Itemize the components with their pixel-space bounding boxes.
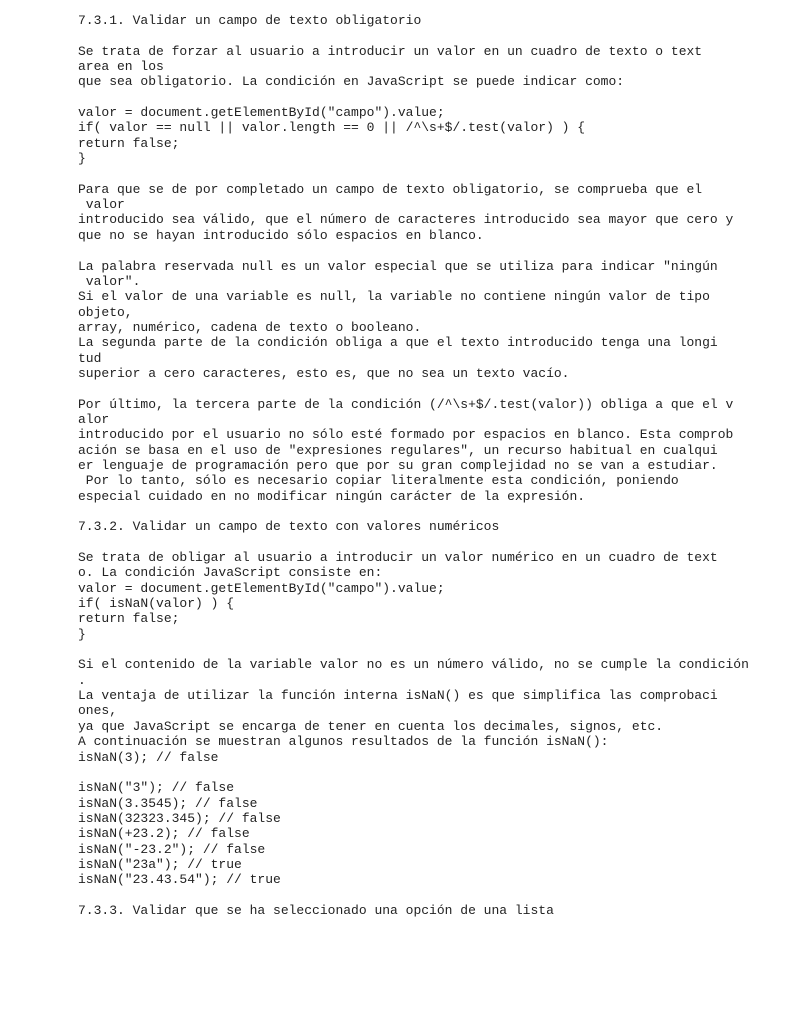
document-page xyxy=(78,13,778,934)
text-line: array, numérico, cadena de texto o booleano. xyxy=(78,319,422,335)
text-line: Para que se de por completado un campo de texto obligatorio, se comprueba que el xyxy=(78,181,703,197)
text-line: superior a cero caracteres, esto es, que no sea un texto vacío. xyxy=(78,365,570,381)
text-line: Por lo tanto, sólo es necesario copiar literalmente esta condición, poniendo xyxy=(78,473,679,489)
text-line: objeto, xyxy=(78,304,133,320)
text-line: isNaN(3.3545); // false xyxy=(78,795,258,811)
text-block xyxy=(78,105,778,166)
text-block xyxy=(78,519,778,534)
text-block xyxy=(78,397,778,504)
text-line: que no se hayan introducido sólo espacios en blanco. xyxy=(78,227,484,243)
text-block xyxy=(78,259,778,382)
text-line: er lenguaje de programación pero que por su gran complejidad no se van a estudiar. xyxy=(78,457,718,473)
text-line: return false; xyxy=(78,135,180,151)
text-line: especial cuidado en no modificar ningún carácter de la expresión. xyxy=(78,488,586,504)
text-line: } xyxy=(78,626,86,642)
text-block xyxy=(78,657,778,764)
text-line: 7.3.3. Validar que se ha seleccionado una opción de una lista xyxy=(78,902,554,918)
text-line: alor xyxy=(78,411,110,427)
text-line: Se trata de forzar al usuario a introducir un valor en un cuadro de texto o text xyxy=(78,43,703,59)
text-line: isNaN(3); // false xyxy=(78,749,219,765)
text-line: ya que JavaScript se encarga de tener en cuenta los decimales, signos, etc. xyxy=(78,718,664,734)
text-line: A continuación se muestran algunos resultados de la función isNaN(): xyxy=(78,734,609,750)
text-block xyxy=(78,13,778,28)
text-line: o. La condición JavaScript consiste en: xyxy=(78,565,383,581)
text-line: ones, xyxy=(78,703,118,719)
text-line: } xyxy=(78,151,86,167)
text-line: isNaN(32323.345); // false xyxy=(78,810,281,826)
text-line: que sea obligatorio. La condición en JavaScript se puede indicar como: xyxy=(78,74,625,90)
text-line: La palabra reservada null es un valor especial que se utiliza para indicar "ningún xyxy=(78,258,718,274)
text-line: 7.3.1. Validar un campo de texto obligatorio xyxy=(78,13,422,28)
text-line: ación se basa en el uso de "expresiones regulares", un recurso habitual en cualqui xyxy=(78,442,718,458)
text-line: isNaN("23.43.54"); // true xyxy=(78,872,281,888)
text-line: if( valor == null || valor.length == 0 || /^\s+$/.test(valor) ) { xyxy=(78,120,586,136)
text-line: valor = document.getElementById("campo").value; xyxy=(78,105,445,121)
text-line: Si el contenido de la variable valor no es un número válido, no se cumple la condición xyxy=(78,657,749,673)
text-block xyxy=(78,780,778,887)
text-line: Se trata de obligar al usuario a introducir un valor numérico en un cuadro de text xyxy=(78,550,718,566)
text-line: introducido por el usuario no sólo esté formado por espacios en blanco. Esta comprob xyxy=(78,427,734,443)
text-line: if( isNaN(valor) ) { xyxy=(78,596,235,612)
text-line: Si el valor de una variable es null, la variable no contiene ningún valor de tipo xyxy=(78,289,710,305)
text-line: isNaN("3"); // false xyxy=(78,780,235,796)
text-line: introducido sea válido, que el número de caracteres introducido sea mayor que cero y xyxy=(78,212,734,228)
text-line: valor xyxy=(78,197,125,213)
text-line: valor". xyxy=(78,273,141,289)
text-block xyxy=(78,550,778,642)
text-line: Por último, la tercera parte de la condición (/^\s+$/.test(valor)) obliga a que el v xyxy=(78,396,734,412)
text-line: La segunda parte de la condición obliga a que el texto introducido tenga una longi xyxy=(78,335,718,351)
text-line: La ventaja de utilizar la función interna isNaN() es que simplifica las comprobaci xyxy=(78,688,718,704)
text-block xyxy=(78,903,778,918)
text-line: isNaN(+23.2); // false xyxy=(78,826,250,842)
text-line: . xyxy=(78,672,86,688)
text-line: tud xyxy=(78,350,102,366)
text-line: 7.3.2. Validar un campo de texto con valores numéricos xyxy=(78,519,500,535)
text-line: isNaN("23a"); // true xyxy=(78,856,242,872)
text-line: area en los xyxy=(78,59,164,75)
text-line: isNaN("-23.2"); // false xyxy=(78,841,266,857)
text-line: valor = document.getElementById("campo").value; xyxy=(78,580,445,596)
text-block xyxy=(78,44,778,90)
text-line: return false; xyxy=(78,611,180,627)
text-block xyxy=(78,182,778,243)
